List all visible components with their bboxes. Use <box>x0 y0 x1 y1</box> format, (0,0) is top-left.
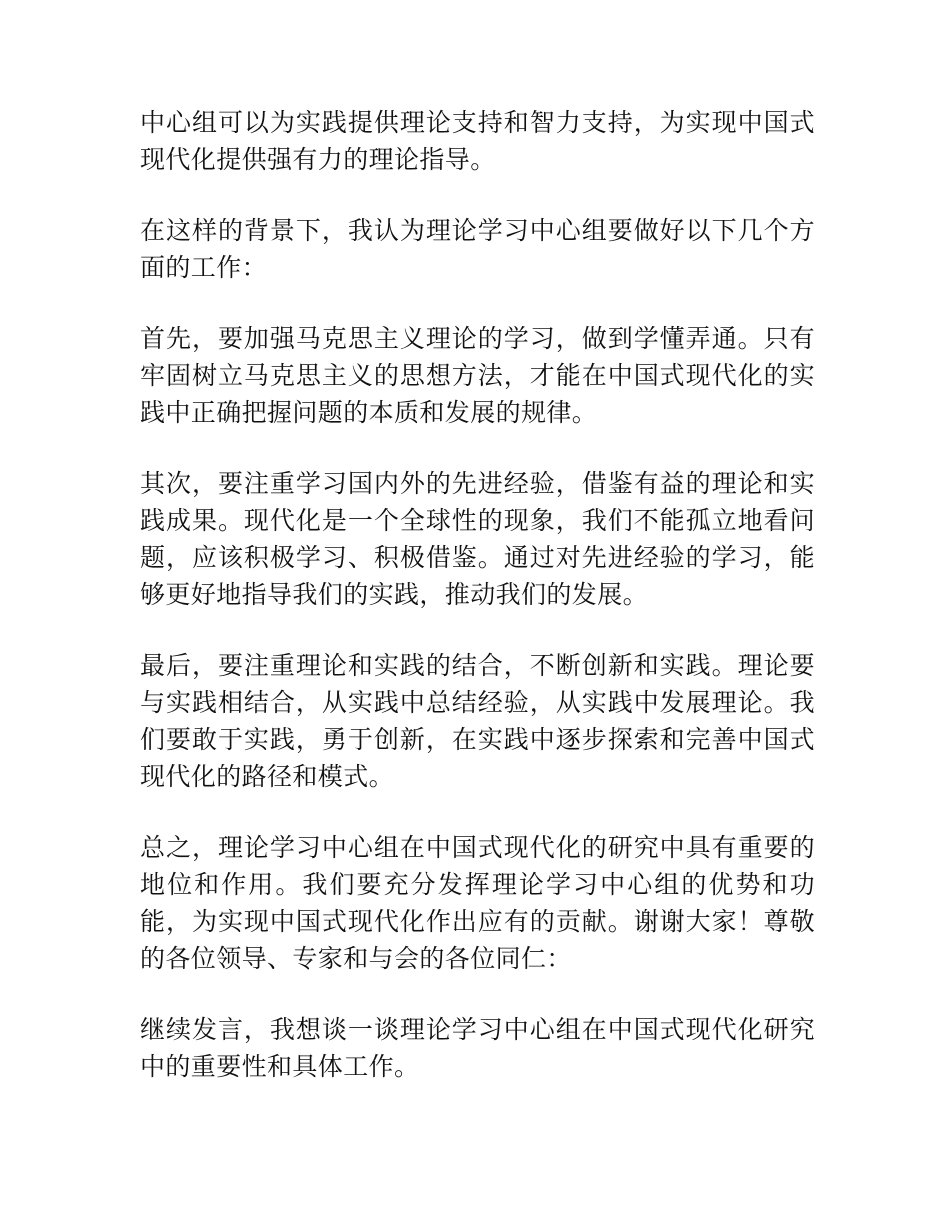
paragraph-2: 在这样的背景下，我认为理论学习中心组要做好以下几个方面的工作： <box>140 216 815 282</box>
paragraph-3: 首先，要加强马克思主义理论的学习，做到学懂弄通。只有牢固树立马克思主义的思想方法，才能在中国式现代化的实践中正确把握问题的本质和发展的规律。 <box>140 324 815 427</box>
paragraph-5: 最后，要注重理论和实践的结合，不断创新和实践。理论要与实践相结合，从实践中总结经验，从实践中发展理论。我们要敢于实践，勇于创新，在实践中逐步探索和完善中国式现代化的路径和模式。 <box>140 651 815 791</box>
paragraph-6: 总之，理论学习中心组在中国式现代化的研究中具有重要的地位和作用。我们要充分发挥理论学习中心组的优势和功能，为实现中国式现代化作出应有的贡献。谢谢大家！尊敬的各位领导、专家和与会的各位同仁： <box>140 833 815 973</box>
paragraph-7: 继续发言，我想谈一谈理论学习中心组在中国式现代化研究中的重要性和具体工作。 <box>140 1015 815 1081</box>
paragraph-4: 其次，要注重学习国内外的先进经验，借鉴有益的理论和实践成果。现代化是一个全球性的现象，我们不能孤立地看问题，应该积极学习、积极借鉴。通过对先进经验的学习，能够更好地指导我们的实践，推动我们的发展。 <box>140 469 815 609</box>
paragraph-1: 中心组可以为实践提供理论支持和智力支持，为实现中国式现代化提供强有力的理论指导。 <box>140 108 815 174</box>
document-body <box>140 104 815 1119</box>
